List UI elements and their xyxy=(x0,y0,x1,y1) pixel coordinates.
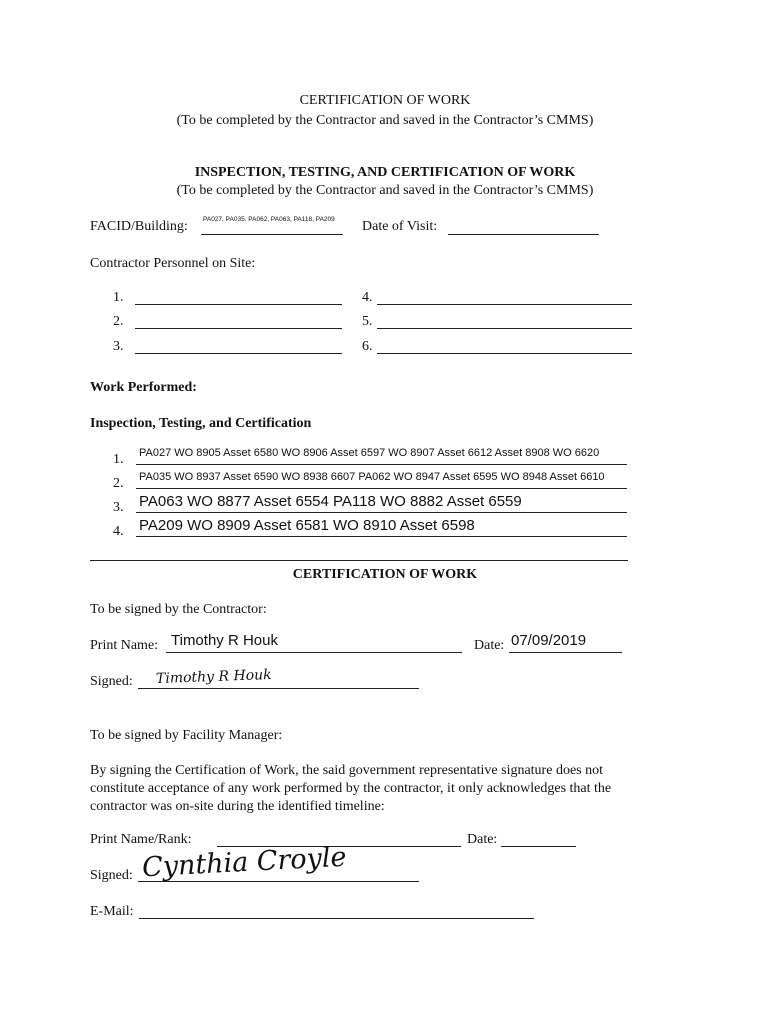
personnel-number-6: 6. xyxy=(362,339,373,354)
personnel-field-3[interactable] xyxy=(135,353,342,354)
personnel-number-3: 3. xyxy=(113,339,124,354)
itc-field-3[interactable] xyxy=(136,512,627,513)
itc-label: Inspection, Testing, and Certification xyxy=(90,416,312,431)
print-name-rank-label: Print Name/Rank: xyxy=(90,832,192,847)
itc-entry-2: PA035 WO 8937 Asset 6590 WO 8938 6607 PA062 WO 8947 Asset 6595 WO 8948 Asset 6610 xyxy=(139,471,605,483)
facid-value: PA027, PA035, PA062, PA063, PA118, PA209 xyxy=(203,216,335,223)
section-divider xyxy=(90,560,628,561)
disclaimer-line-3: contractor was on-site during the identified timeline: xyxy=(90,799,385,814)
personnel-number-4: 4. xyxy=(362,290,373,305)
personnel-field-4[interactable] xyxy=(377,304,632,305)
date-of-visit-field[interactable] xyxy=(448,234,599,235)
date-value: 07/09/2019 xyxy=(511,632,587,649)
facid-label: FACID/Building: xyxy=(90,219,188,234)
print-name-value: Timothy R Houk xyxy=(171,632,278,649)
email-label: E-Mail: xyxy=(90,904,134,919)
itc-number-3: 3. xyxy=(113,500,124,515)
document-title: CERTIFICATION OF WORK xyxy=(299,93,471,108)
itc-field-2[interactable] xyxy=(136,488,627,489)
personnel-field-2[interactable] xyxy=(135,328,342,329)
itc-entry-1: PA027 WO 8905 Asset 6580 WO 8906 Asset 6597 WO 8907 Asset 6612 Asset 8908 WO 6620 xyxy=(139,447,600,459)
section-subtitle: (To be completed by the Contractor and saved in the Contractor’s CMMS) xyxy=(176,183,594,198)
date-field[interactable] xyxy=(509,652,622,653)
contractor-signature-field[interactable] xyxy=(138,688,419,689)
signed-label: Signed: xyxy=(90,674,133,689)
disclaimer-line-2: constitute acceptance of any work performed by the contractor, it only acknowledges that the xyxy=(90,781,612,796)
facid-field[interactable] xyxy=(201,234,343,235)
itc-number-2: 2. xyxy=(113,476,124,491)
personnel-field-6[interactable] xyxy=(377,353,632,354)
fm-signature: Cynthia Croyle xyxy=(141,841,348,884)
itc-entry-4: PA209 WO 8909 Asset 6581 WO 8910 Asset 6598 xyxy=(139,517,475,534)
work-performed-label: Work Performed: xyxy=(90,380,197,395)
personnel-number-5: 5. xyxy=(362,314,373,329)
fm-signed-label: Signed: xyxy=(90,868,133,883)
fm-date-field[interactable] xyxy=(501,846,576,847)
personnel-field-1[interactable] xyxy=(135,304,342,305)
section-title: INSPECTION, TESTING, AND CERTIFICATION OF WORK xyxy=(194,165,576,180)
disclaimer-line-1: By signing the Certification of Work, the said government representative signature does not xyxy=(90,763,603,778)
itc-entry-3: PA063 WO 8877 Asset 6554 PA118 WO 8882 Asset 6559 xyxy=(139,493,522,510)
itc-field-1[interactable] xyxy=(136,464,627,465)
document-subtitle: (To be completed by the Contractor and saved in the Contractor’s CMMS) xyxy=(176,113,594,128)
email-field[interactable] xyxy=(139,918,534,919)
date-of-visit-label: Date of Visit: xyxy=(362,219,438,234)
personnel-number-2: 2. xyxy=(113,314,124,329)
personnel-number-1: 1. xyxy=(113,290,124,305)
date-label: Date: xyxy=(474,638,505,653)
fm-date-label: Date: xyxy=(467,832,498,847)
itc-number-1: 1. xyxy=(113,452,124,467)
print-name-label: Print Name: xyxy=(90,638,159,653)
contractor-signature: Timothy R Houk xyxy=(155,666,272,688)
contractor-intro: To be signed by the Contractor: xyxy=(90,602,267,617)
facility-manager-intro: To be signed by Facility Manager: xyxy=(90,728,283,743)
itc-field-4[interactable] xyxy=(136,536,627,537)
certification-title: CERTIFICATION OF WORK xyxy=(292,567,478,582)
personnel-field-5[interactable] xyxy=(377,328,632,329)
itc-number-4: 4. xyxy=(113,524,124,539)
personnel-label: Contractor Personnel on Site: xyxy=(90,256,256,271)
print-name-field[interactable] xyxy=(166,652,462,653)
